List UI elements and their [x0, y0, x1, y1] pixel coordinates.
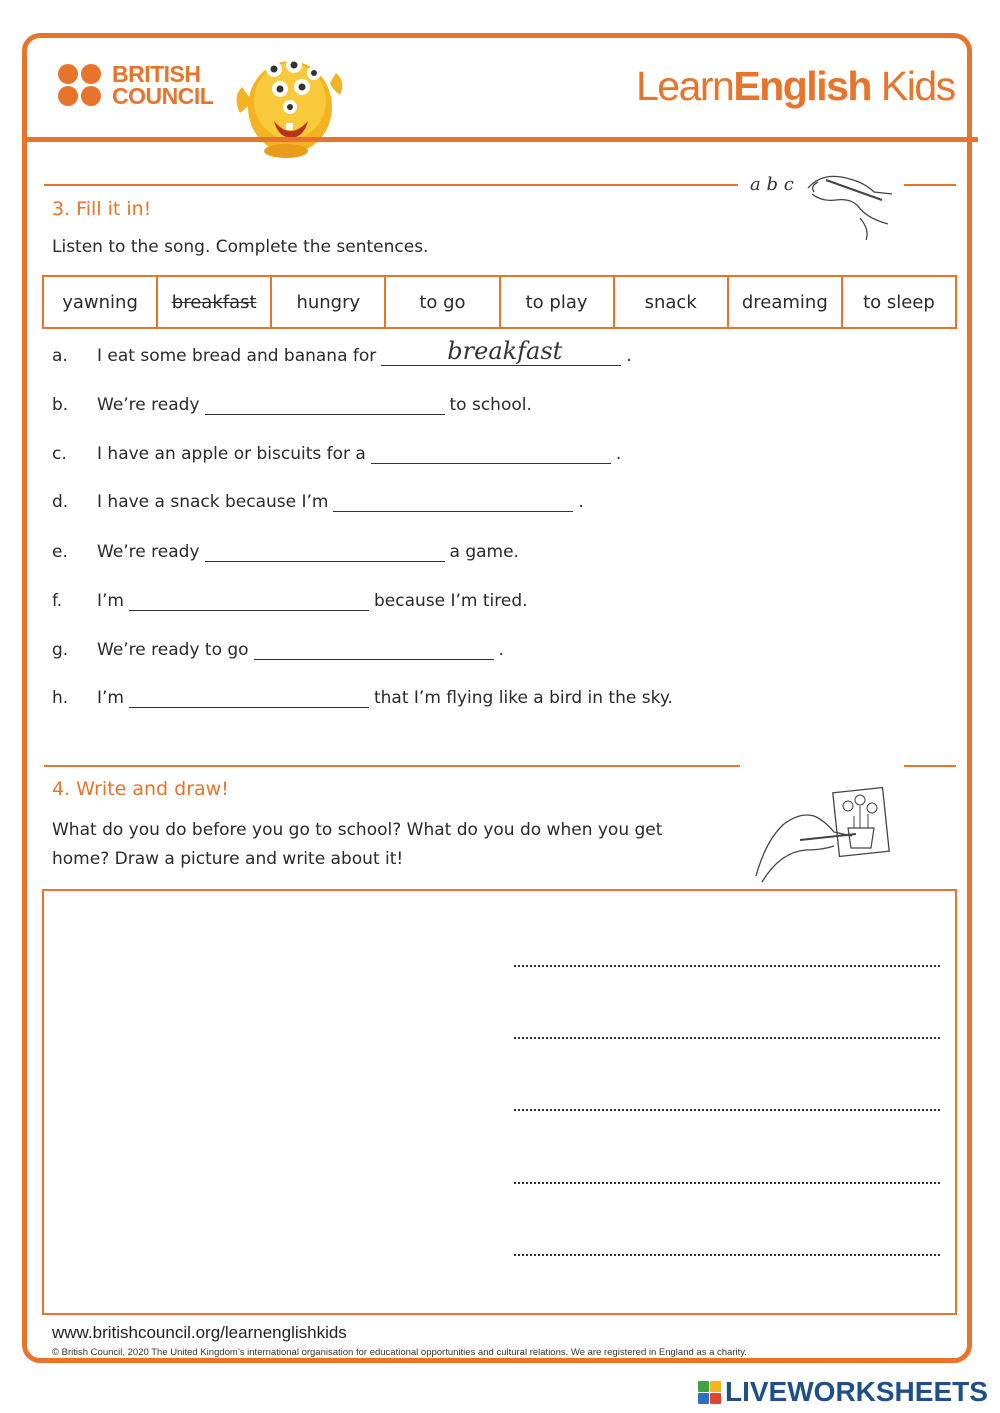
bc-line-2: COUNCIL [112, 83, 214, 109]
question-text-after: . [626, 346, 632, 366]
liveworksheets-grid-icon [698, 1381, 721, 1404]
question-text-before: I have a snack because I’m [97, 492, 329, 512]
brand-kids: Kids [880, 63, 955, 109]
british-council-dots-icon [58, 64, 102, 106]
question-a [52, 338, 632, 366]
question-letter: e. [52, 542, 68, 562]
word-bank-item[interactable]: to play [501, 277, 615, 327]
answer-blank[interactable] [381, 337, 621, 366]
question-letter: c. [52, 444, 67, 464]
question-b [52, 387, 532, 415]
question-text-after: . [615, 444, 622, 464]
question-text-after: to school. [449, 395, 532, 415]
liveworksheets-wordmark: LIVEWORKSHEETS [725, 1376, 988, 1407]
writing-hand-icon [800, 166, 900, 242]
section4-rule-right [904, 765, 956, 767]
question-letter: h. [52, 688, 69, 708]
question-letter: b. [52, 395, 69, 415]
question-text-before: I’m [97, 591, 124, 611]
monster-mascot-icon [228, 45, 348, 160]
question-g [52, 632, 504, 660]
drawing-hand-icon [752, 784, 892, 886]
bc-line-1: BRITISH [112, 61, 201, 87]
section4-instruction-line1: What do you do before you go to school? What do you do when you get [52, 820, 663, 840]
section4-instruction-line2: home? Draw a picture and write about it! [52, 849, 404, 869]
question-text-before: I’m [97, 688, 124, 708]
question-text-before: We’re ready to go [97, 640, 249, 660]
section4-rule-left [44, 765, 740, 767]
draw-and-write-box[interactable] [42, 889, 957, 1315]
answer-blank[interactable] [254, 635, 494, 660]
liveworksheets-logo [698, 1376, 988, 1408]
section3-rule-right [904, 184, 956, 186]
answer-blank[interactable] [129, 683, 369, 708]
writing-line[interactable] [514, 1254, 940, 1256]
question-c [52, 436, 621, 464]
question-letter: g. [52, 640, 69, 660]
question-text-after: . [498, 640, 504, 660]
british-council-logo [58, 63, 213, 107]
question-text-after: because I’m tired. [373, 591, 528, 611]
question-letter: d. [52, 492, 69, 512]
word-bank-item[interactable]: to sleep [863, 291, 935, 313]
answer-blank[interactable] [205, 390, 445, 415]
writing-line[interactable] [514, 1182, 940, 1184]
word-bank-item[interactable]: yawning [44, 277, 158, 327]
question-letter: f. [52, 591, 63, 611]
question-text-before: We’re ready [97, 542, 200, 562]
answer-blank[interactable] [129, 586, 369, 611]
answer-blank[interactable] [333, 487, 573, 512]
brand-english: English [733, 63, 871, 109]
question-text-before: We’re ready [97, 395, 200, 415]
question-text-before: I eat some bread and banana for [97, 346, 377, 366]
question-text-after: a game. [449, 542, 519, 562]
section4-title: 4. Write and draw! [52, 778, 229, 800]
word-bank [42, 275, 957, 329]
abc-handwriting: a b c [750, 174, 794, 195]
section3-instruction: Listen to the song. Complete the sentences. [52, 237, 429, 257]
header-divider [22, 137, 978, 142]
footer-url[interactable]: www.britishcouncil.org/learnenglishkids [52, 1323, 347, 1342]
question-e [52, 534, 519, 562]
brand-learn: Learn [636, 63, 734, 109]
word-bank-item[interactable]: to go [386, 277, 500, 327]
question-letter: a. [52, 346, 68, 366]
question-text-after: . [578, 492, 584, 512]
writing-line[interactable] [514, 1109, 940, 1111]
question-h [52, 680, 673, 708]
word-bank-item-used[interactable]: breakfast [158, 277, 272, 327]
answer-blank[interactable] [371, 439, 611, 464]
word-bank-item[interactable]: hungry [272, 277, 386, 327]
learnenglish-kids-logo [636, 63, 955, 110]
question-f [52, 583, 528, 611]
writing-line[interactable] [514, 965, 940, 967]
section3-title: 3. Fill it in! [52, 198, 152, 220]
section3-rule-left [44, 184, 738, 186]
question-d [52, 484, 584, 512]
footer-copyright: © British Council, 2020 The United Kingdom’s international organisation for educational opportunities and cultural relations. We are registered in England as a charity. [52, 1347, 747, 1358]
answer-text: breakfast [447, 337, 563, 365]
question-text-after: that I’m flying like a bird in the sky. [373, 688, 673, 708]
question-text-before: I have an apple or biscuits for a [97, 444, 366, 464]
word-bank-item[interactable]: snack [615, 277, 729, 327]
answer-blank[interactable] [205, 537, 445, 562]
word-bank-item[interactable]: dreaming [729, 277, 843, 327]
writing-line[interactable] [514, 1037, 940, 1039]
